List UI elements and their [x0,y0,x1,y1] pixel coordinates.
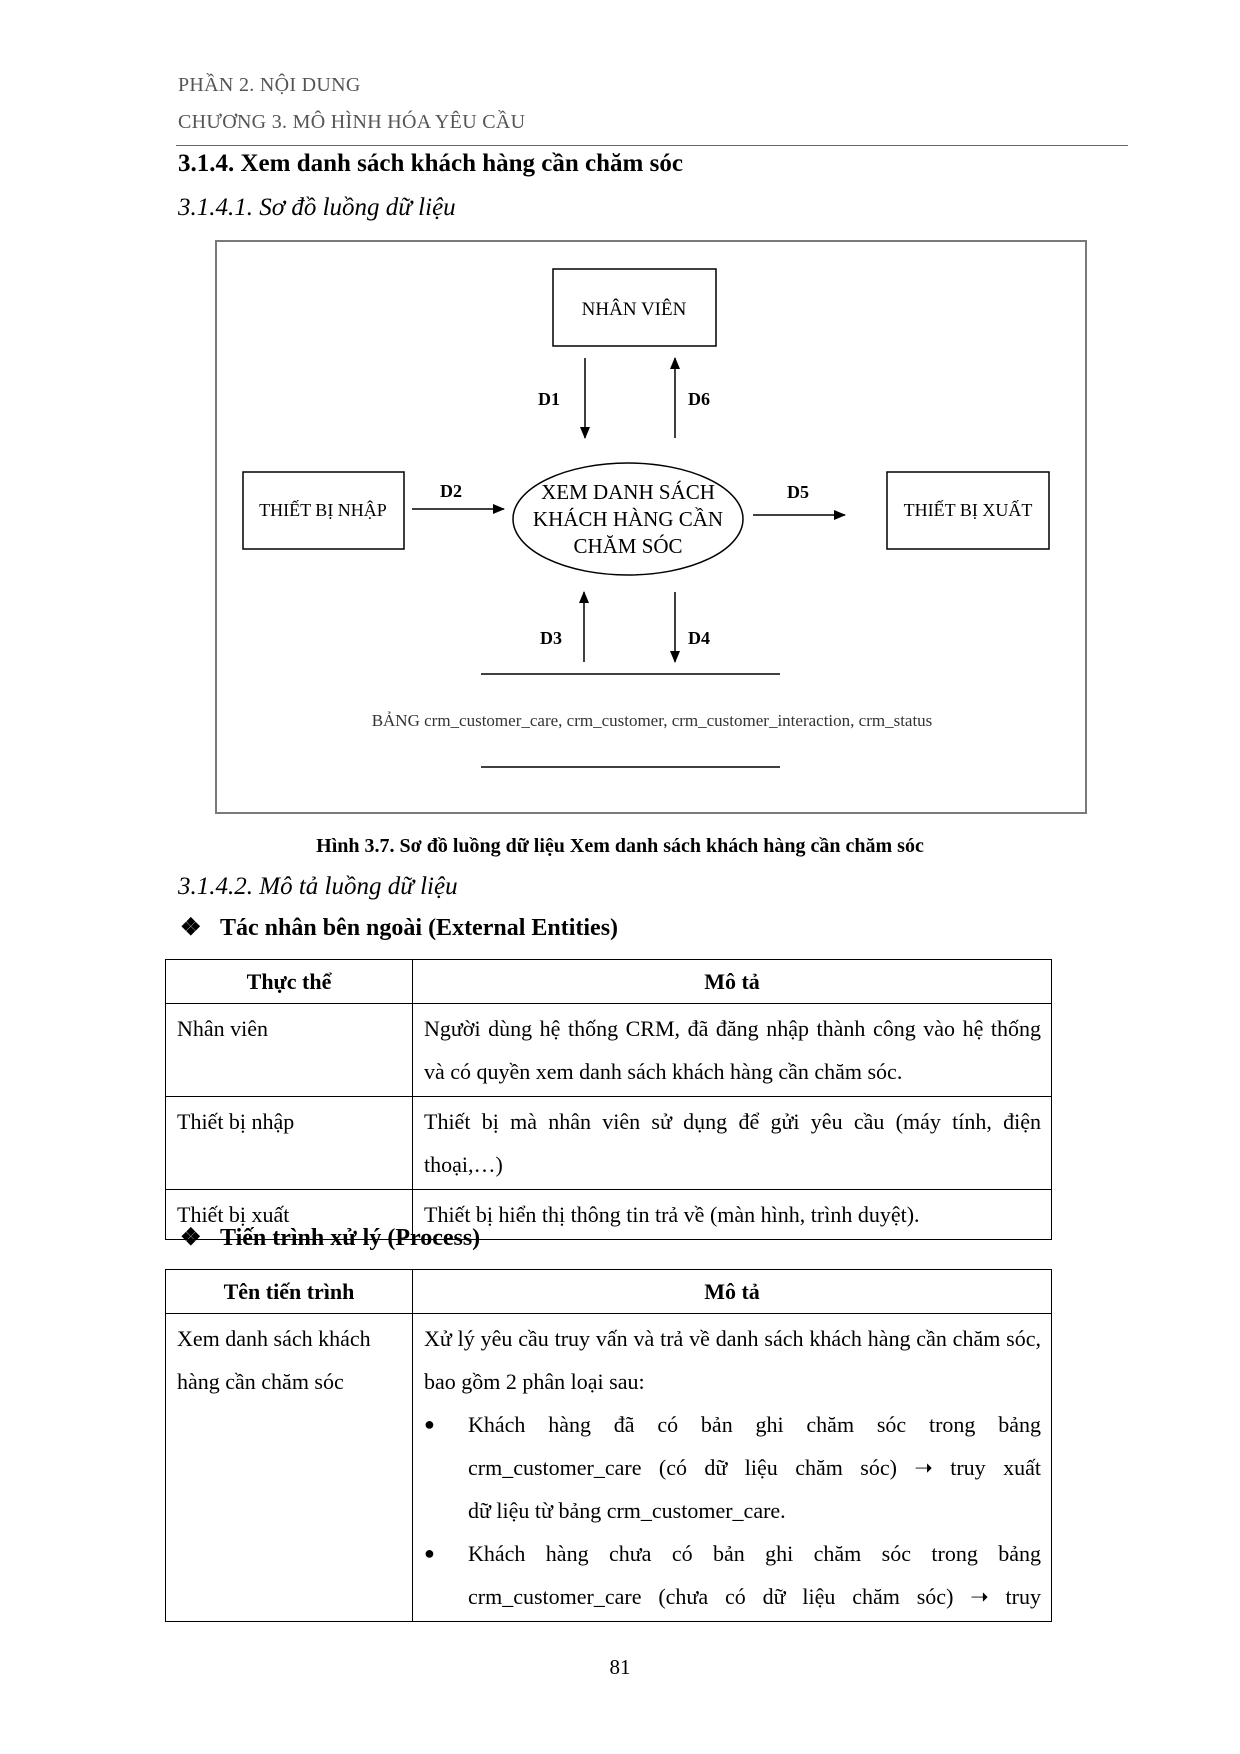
external-entities-table [165,959,1052,1240]
header-rule [176,145,1128,146]
data-flow-diagram [215,240,1088,815]
subsection-diagram-title: 3.1.4.1. Sơ đồ luồng dữ liệu [178,194,456,221]
external-entities-heading-text: Tác nhân bên ngoài (External Entities) [220,915,619,941]
column-header-description: Mô tả [413,960,1052,1004]
list-item [424,1403,1041,1532]
header-chapter: CHƯƠNG 3. MÔ HÌNH HÓA YÊU CẦU [178,111,526,133]
flow-d6-label: D6 [688,389,710,409]
process-name-cell: Xem danh sách khách hàng cần chăm sóc [166,1314,413,1622]
list-item-line: Khách hàng chưa có bản ghi chăm sóc trong bảng [468,1541,1041,1566]
list-item-line: crm_customer_care (chưa có dữ liệu chăm sóc) ➝ truy [468,1584,1041,1609]
flow-d4-label: D4 [688,628,710,648]
employee-entity-label: NHÂN VIÊN [581,299,687,320]
section-title: 3.1.4. Xem danh sách khách hàng cần chăm sóc [178,150,683,177]
page-number: 81 [609,1655,631,1679]
diamond-bullet-icon: ❖ [180,915,202,941]
entity-description-cell: Người dùng hệ thống CRM, đã đăng nhập thành công vào hệ thống và có quyền xem danh sách khách hàng cần chăm sóc. [413,1004,1052,1097]
subsection-description-title: 3.1.4.2. Mô tả luồng dữ liệu [178,873,458,900]
column-header-description: Mô tả [413,1270,1052,1314]
process-heading-text: Tiến trình xử lý (Process) [220,1225,481,1251]
external-entities-heading [180,913,618,942]
list-item [424,1532,1041,1618]
table-header-row [166,960,1052,1004]
header-part: PHẦN 2. NỘI DUNG [178,74,361,96]
column-header-entity: Thực thể [166,960,413,1004]
diamond-bullet-icon: ❖ [180,1225,202,1251]
entity-description-cell: Thiết bị hiển thị thông tin trả về (màn hình, trình duyệt). [413,1190,1052,1240]
list-item-line: Khách hàng đã có bản ghi chăm sóc trong bảng [468,1412,1041,1437]
table-row [166,1004,1052,1097]
input-device-entity-label: THIẾT BỊ NHẬP [259,500,387,520]
process-label-line-3: CHĂM SÓC [573,534,683,558]
entity-name-cell: Thiết bị nhập [166,1097,413,1190]
list-item-line: crm_customer_care (có dữ liệu chăm sóc) ➝ truy xuất [468,1455,1041,1480]
bullet-dot-icon: ● [424,1414,435,1434]
process-label-line-1: XEM DANH SÁCH [541,480,715,504]
flow-d5-label: D5 [787,482,809,502]
process-intro: Xử lý yêu cầu truy vấn và trả về danh sách khách hàng cần chăm sóc, bao gồm 2 phân loại sau: [424,1326,1041,1394]
process-label-line-2: KHÁCH HÀNG CẦN [532,507,724,531]
data-store-label: BẢNG crm_customer_care, crm_customer, crm_customer_interaction, crm_status [371,711,933,730]
output-device-entity-label: THIẾT BỊ XUẤT [903,500,1033,520]
flow-d2-label: D2 [440,481,462,501]
flow-d3-label: D3 [540,628,562,648]
list-item-line: dữ liệu từ bảng crm_customer_care. [468,1498,786,1523]
process-table [165,1269,1052,1622]
entity-name-cell: Nhân viên [166,1004,413,1097]
table-row [166,1097,1052,1190]
process-heading [180,1223,480,1252]
flow-d1-label: D1 [538,389,560,409]
figure-caption: Hình 3.7. Sơ đồ luồng dữ liệu Xem danh sách khách hàng cần chăm sóc [316,835,924,857]
entity-description-cell: Thiết bị mà nhân viên sử dụng để gửi yêu cầu (máy tính, điện thoại,…) [413,1097,1052,1190]
bullet-dot-icon: ● [424,1543,435,1563]
process-description-cell [413,1314,1052,1622]
entity-name-cell: Thiết bị xuất [166,1190,413,1240]
table-row [166,1314,1052,1622]
table-header-row [166,1270,1052,1314]
column-header-process-name: Tên tiến trình [166,1270,413,1314]
